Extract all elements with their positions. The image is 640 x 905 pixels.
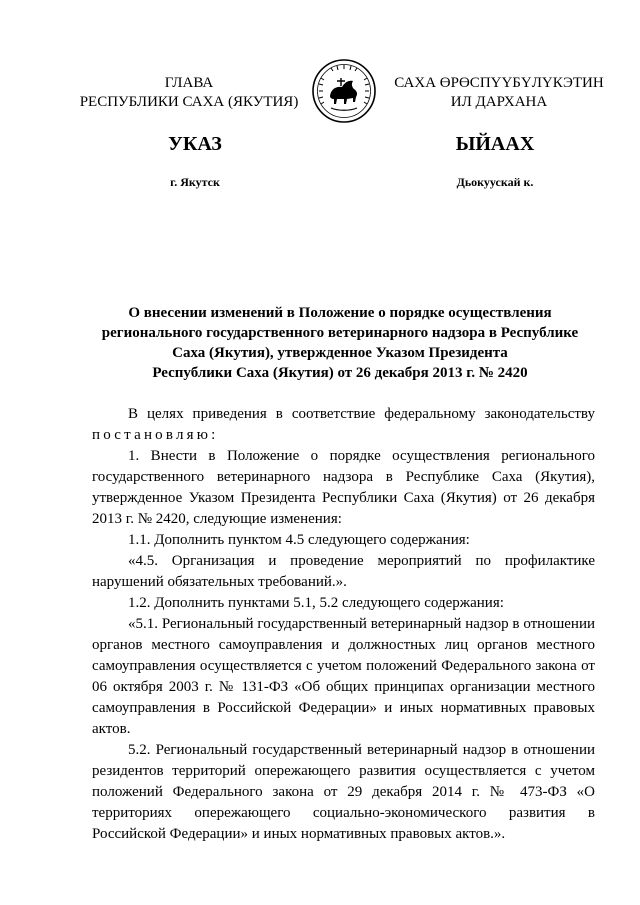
paragraph-1-1: 1.1. Дополнить пунктом 4.5 следующего содержания:	[128, 532, 470, 548]
issuer-sah-line1: САХА ӨРӨСПҮҮБҮЛҮКЭТИН	[394, 75, 604, 91]
document-title	[90, 303, 590, 383]
issuer-sah	[384, 74, 614, 112]
issuer-ru-line1: ГЛАВА	[164, 75, 214, 91]
preamble-text: В целях приведения в соответствие федеральному законодательству	[128, 406, 595, 422]
coat-of-arms-icon	[311, 58, 377, 124]
paragraph-5-1: «5.1. Региональный государственный ветеринарный надзор в отношении органов местного самоуправления и должностных лиц органов местного самоуправления осуществляется с учетом положений Федерального закона от 06 октября 2003 г. № 131-ФЗ «Об общих принципах организации местного самоуправления в Российской Федерации» и иных нормативных правовых актов.	[92, 616, 595, 737]
paragraph-4-5: «4.5. Организация и проведение мероприятий по профилактике нарушений обязательных требований.».	[92, 553, 595, 590]
paragraph-1: 1. Внести в Положение о порядке осуществления регионального государственного ветеринарного надзора в Республике Саха (Якутия), утвержденное Указом Президента Республики Саха (Якутия) от 26 декабря 2013 г. № 2420, следующие изменения:	[92, 448, 595, 527]
document-body	[92, 404, 595, 845]
issuer-ru-line2: РЕСПУБЛИКИ САХА (ЯКУТИЯ)	[79, 94, 299, 110]
decree-title-sah: ЫЙААХ	[455, 133, 535, 155]
city-ru: г. Якутск	[170, 175, 220, 189]
title-line-2: регионального государственного ветеринарного надзора в Республике	[101, 325, 579, 341]
city-sah: Дьокуускай к.	[456, 175, 534, 189]
issuer-ru	[78, 74, 300, 112]
paragraph-5-2: 5.2. Региональный государственный ветеринарный надзор в отношении резидентов территорий опережающего развития осуществляется с учетом положений Федерального закона от 29 декабря 2014 г. № 473-ФЗ «О территориях опережающего социально-экономического развития в Российской Федерации» и иных нормативных правовых актов.».	[92, 742, 595, 842]
issuer-sah-line2: ИЛ ДАРХАНА	[450, 94, 548, 110]
decree-title-ru: УКАЗ	[168, 133, 222, 155]
title-line-1: О внесении изменений в Положение о порядке осуществления	[128, 305, 552, 321]
paragraph-preamble	[92, 404, 595, 446]
title-line-4: Республики Саха (Якутия) от 26 декабря 2013 г. № 2420	[152, 365, 528, 381]
resolve-word: постановляю:	[92, 427, 219, 443]
title-line-3: Саха (Якутия), утвержденное Указом Президента	[172, 345, 508, 361]
paragraph-1-2: 1.2. Дополнить пунктами 5.1, 5.2 следующего содержания:	[128, 595, 504, 611]
